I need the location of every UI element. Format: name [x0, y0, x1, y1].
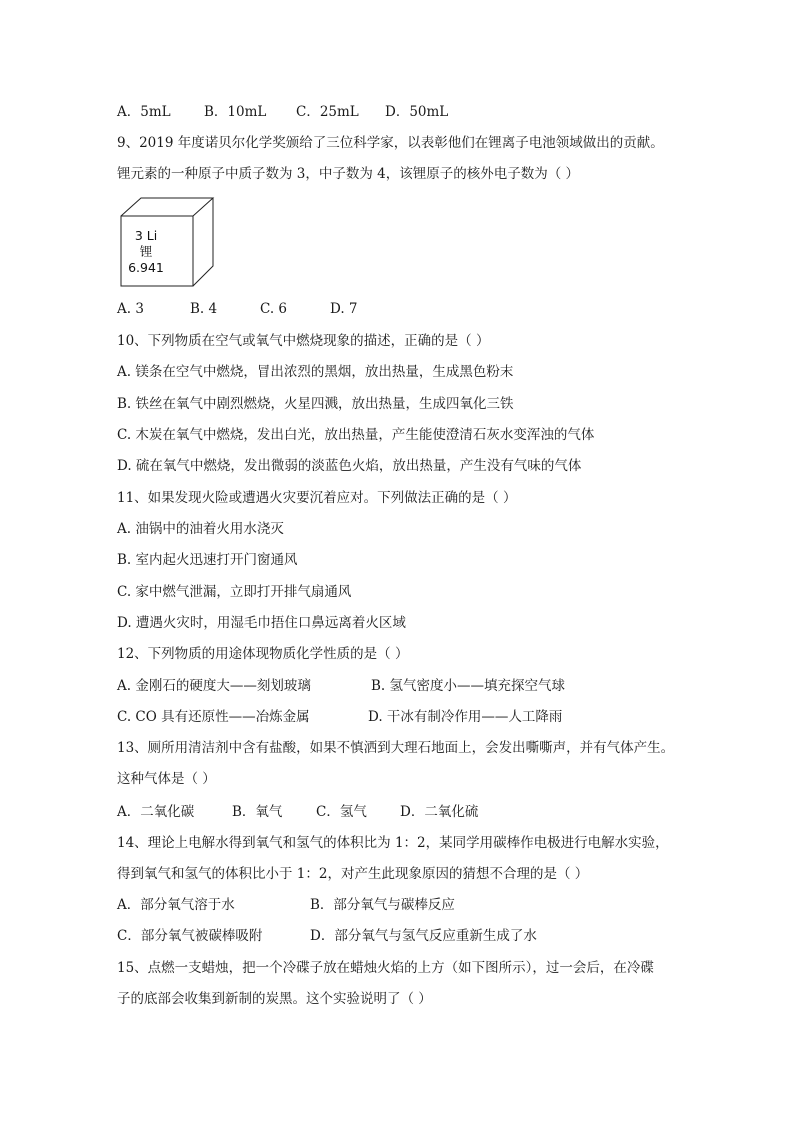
q15-stem-line2: 子的底部会收集到新制的炭黑。这个实验说明了（ ）: [117, 991, 432, 1007]
q14-option-d: D．部分氧气与氢气反应重新生成了水: [310, 928, 537, 944]
q13-option-b: B．氧气: [232, 804, 283, 820]
q10-option-a: A. 镁条在空气中燃烧，冒出浓烈的黑烟，放出热量，生成黑色粉末: [117, 364, 514, 380]
q11-option-b: B. 室内起火迅速打开门窗通风: [117, 552, 298, 568]
q8-option-b: B．10mL: [204, 104, 267, 120]
element-cube-label: [124, 228, 168, 276]
q10-option-c: C. 木炭在氧气中燃烧，发出白光，放出热量，产生能使澄清石灰水变浑浊的气体: [117, 427, 595, 443]
q9-option-a: A. 3: [117, 301, 144, 317]
q12-option-b: B. 氢气密度小——填充探空气球: [371, 678, 566, 694]
q12-option-c: C. CO 具有还原性——冶炼金属: [117, 709, 310, 725]
q13-stem-line1: 13、厕所用清洁剂中含有盐酸，如果不慎洒到大理石地面上，会发出嘶嘶声，并有气体产生。: [117, 740, 675, 756]
q14-stem-line1: 14、理论上电解水得到氧气和氢气的体积比为 1：2，某同学用碳棒作电极进行电解水实验，: [117, 835, 669, 851]
element-name: 锂: [139, 244, 153, 259]
q14-option-c: C．部分氧气被碳棒吸附: [117, 928, 263, 944]
q15-stem-line1: 15、点燃一支蜡烛，把一个冷碟子放在蜡烛火焰的上方（如下图所示），过一会后，在冷碟: [117, 960, 654, 976]
q13-stem-line2: 这种气体是（ ）: [117, 771, 216, 787]
q12-option-d: D. 干冰有制冷作用——人工降雨: [368, 709, 563, 725]
q10-stem: 10、下列物质在空气或氧气中燃烧现象的描述，正确的是（ ）: [117, 333, 490, 349]
q13-option-d: D．二氧化硫: [400, 804, 479, 820]
q8-option-a: A．5mL: [117, 104, 171, 120]
q12-stem: 12、下列物质的用途体现物质化学性质的是（ ）: [117, 646, 409, 662]
q9-option-b: B. 4: [190, 301, 218, 317]
q11-option-a: A. 油锅中的油着火用水浇灭: [117, 521, 284, 537]
q14-stem-line2: 得到氧气和氢气的体积比小于 1：2，对产生此现象原因的猜想不合理的是（ ）: [117, 866, 589, 882]
q11-option-c: C. 家中燃气泄漏，立即打开排气扇通风: [117, 584, 352, 600]
q8-option-c: C．25mL: [296, 104, 359, 120]
element-mass: 6.941: [128, 260, 164, 275]
q13-option-a: A．二氧化碳: [117, 804, 195, 820]
q11-option-d: D. 遭遇火灾时，用湿毛巾捂住口鼻远离着火区域: [117, 615, 406, 631]
q9-option-d: D. 7: [330, 301, 358, 317]
q14-option-b: B．部分氧气与碳棒反应: [310, 897, 455, 913]
element-number-symbol: 3 Li: [134, 228, 158, 243]
q10-option-b: B. 铁丝在氧气中剧烈燃烧，火星四溅，放出热量，生成四氧化三铁: [117, 396, 514, 412]
q8-option-d: D．50mL: [385, 104, 449, 120]
q9-stem-line2: 锂元素的一种原子中质子数为 3，中子数为 4，该锂原子的核外电子数为（ ）: [117, 166, 580, 182]
q9-stem-line1: 9、2019 年度诺贝尔化学奖颁给了三位科学家，以表彰他们在锂离子电池领域做出的贡献。: [117, 135, 664, 151]
q11-stem: 11、如果发现火险或遭遇火灾要沉着应对。下列做法正确的是（ ）: [117, 490, 517, 506]
q14-option-a: A．部分氧气溶于水: [117, 897, 235, 913]
q13-option-c: C．氢气: [316, 804, 367, 820]
q9-option-c: C. 6: [260, 301, 288, 317]
q10-option-d: D. 硫在氧气中燃烧，发出微弱的淡蓝色火焰，放出热量，产生没有气味的气体: [117, 458, 582, 474]
q12-option-a: A. 金刚石的硬度大——刻划玻璃: [117, 678, 311, 694]
